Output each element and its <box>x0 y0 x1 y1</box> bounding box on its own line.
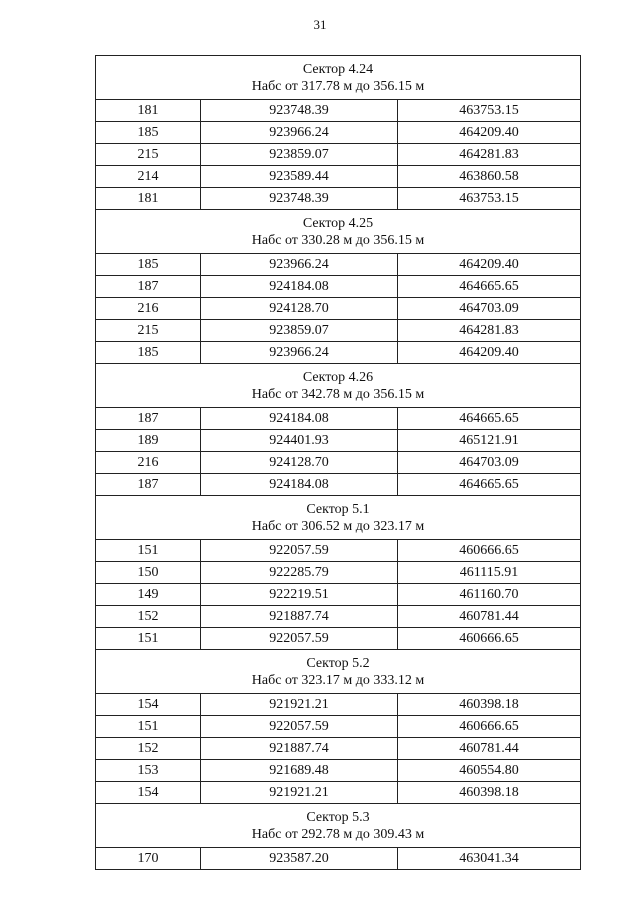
x-coordinate-cell: 923748.39 <box>201 100 398 122</box>
point-number-cell: 149 <box>96 584 201 606</box>
table-row <box>96 342 581 364</box>
table-row <box>96 298 581 320</box>
sector-title: Сектор 5.3 <box>306 810 370 825</box>
x-coordinate-cell: 921887.74 <box>201 606 398 628</box>
table-row <box>96 606 581 628</box>
x-coordinate-cell: 924184.08 <box>201 474 398 496</box>
point-number-cell: 151 <box>96 628 201 650</box>
sector-header <box>96 496 581 540</box>
point-number-cell: 216 <box>96 452 201 474</box>
sector-height-range: Набс от 317.78 м до 356.15 м <box>251 79 425 94</box>
y-coordinate-cell: 464665.65 <box>398 276 581 298</box>
point-number-cell: 151 <box>96 540 201 562</box>
x-coordinate-cell: 923859.07 <box>201 144 398 166</box>
point-number-cell: 150 <box>96 562 201 584</box>
point-number-cell: 185 <box>96 254 201 276</box>
sector-header <box>96 804 581 848</box>
sector-title: Сектор 4.26 <box>302 370 374 385</box>
x-coordinate-cell: 924128.70 <box>201 298 398 320</box>
x-coordinate-cell: 921887.74 <box>201 738 398 760</box>
point-number-cell: 152 <box>96 606 201 628</box>
sector-header <box>96 364 581 408</box>
sector-height-range: Набс от 342.78 м до 356.15 м <box>251 387 425 402</box>
point-number-cell: 181 <box>96 100 201 122</box>
y-coordinate-cell: 460398.18 <box>398 782 581 804</box>
y-coordinate-cell: 460554.80 <box>398 760 581 782</box>
y-coordinate-cell: 464281.83 <box>398 320 581 342</box>
y-coordinate-cell: 465121.91 <box>398 430 581 452</box>
point-number-cell: 185 <box>96 122 201 144</box>
table-row <box>96 738 581 760</box>
table-row <box>96 848 581 870</box>
table-row <box>96 188 581 210</box>
y-coordinate-cell: 460781.44 <box>398 606 581 628</box>
sector-header-row <box>96 210 581 254</box>
x-coordinate-cell: 921921.21 <box>201 782 398 804</box>
x-coordinate-cell: 923589.44 <box>201 166 398 188</box>
sector-title: Сектор 5.1 <box>306 502 370 517</box>
y-coordinate-cell: 461115.91 <box>398 562 581 584</box>
point-number-cell: 215 <box>96 320 201 342</box>
y-coordinate-cell: 464209.40 <box>398 122 581 144</box>
table-row <box>96 782 581 804</box>
table-row <box>96 694 581 716</box>
table-row <box>96 562 581 584</box>
sector-header <box>96 650 581 694</box>
sector-height-range: Набс от 330.28 м до 356.15 м <box>251 233 425 248</box>
x-coordinate-cell: 923966.24 <box>201 122 398 144</box>
y-coordinate-cell: 461160.70 <box>398 584 581 606</box>
table-row <box>96 276 581 298</box>
table-row <box>96 430 581 452</box>
y-coordinate-cell: 464703.09 <box>398 452 581 474</box>
table-row <box>96 254 581 276</box>
point-number-cell: 170 <box>96 848 201 870</box>
sector-header-row <box>96 56 581 100</box>
point-number-cell: 152 <box>96 738 201 760</box>
point-number-cell: 151 <box>96 716 201 738</box>
coordinates-table <box>95 55 581 870</box>
sector-header-row <box>96 496 581 540</box>
y-coordinate-cell: 460666.65 <box>398 540 581 562</box>
x-coordinate-cell: 922285.79 <box>201 562 398 584</box>
point-number-cell: 181 <box>96 188 201 210</box>
x-coordinate-cell: 924184.08 <box>201 408 398 430</box>
point-number-cell: 187 <box>96 408 201 430</box>
table-row <box>96 122 581 144</box>
x-coordinate-cell: 923966.24 <box>201 342 398 364</box>
table-row <box>96 628 581 650</box>
y-coordinate-cell: 464281.83 <box>398 144 581 166</box>
y-coordinate-cell: 463753.15 <box>398 188 581 210</box>
x-coordinate-cell: 924184.08 <box>201 276 398 298</box>
x-coordinate-cell: 922219.51 <box>201 584 398 606</box>
table-row <box>96 474 581 496</box>
table-row <box>96 320 581 342</box>
point-number-cell: 187 <box>96 276 201 298</box>
table-row <box>96 584 581 606</box>
table-row <box>96 716 581 738</box>
x-coordinate-cell: 923587.20 <box>201 848 398 870</box>
sector-title: Сектор 4.25 <box>302 216 374 231</box>
coordinates-table-body <box>96 56 581 870</box>
sector-title: Сектор 5.2 <box>306 656 370 671</box>
table-row <box>96 452 581 474</box>
y-coordinate-cell: 463041.34 <box>398 848 581 870</box>
table-row <box>96 100 581 122</box>
table-row <box>96 166 581 188</box>
table-row <box>96 408 581 430</box>
x-coordinate-cell: 923859.07 <box>201 320 398 342</box>
point-number-cell: 214 <box>96 166 201 188</box>
sector-height-range: Набс от 306.52 м до 323.17 м <box>251 519 425 534</box>
table-row <box>96 760 581 782</box>
x-coordinate-cell: 924128.70 <box>201 452 398 474</box>
sector-height-range: Набс от 292.78 м до 309.43 м <box>251 827 425 842</box>
point-number-cell: 216 <box>96 298 201 320</box>
y-coordinate-cell: 460781.44 <box>398 738 581 760</box>
point-number-cell: 189 <box>96 430 201 452</box>
y-coordinate-cell: 463753.15 <box>398 100 581 122</box>
sector-header <box>96 56 581 100</box>
x-coordinate-cell: 922057.59 <box>201 540 398 562</box>
y-coordinate-cell: 460398.18 <box>398 694 581 716</box>
sector-header-row <box>96 650 581 694</box>
y-coordinate-cell: 464209.40 <box>398 254 581 276</box>
point-number-cell: 153 <box>96 760 201 782</box>
x-coordinate-cell: 923748.39 <box>201 188 398 210</box>
y-coordinate-cell: 464665.65 <box>398 474 581 496</box>
table-row <box>96 144 581 166</box>
sector-title: Сектор 4.24 <box>302 62 374 77</box>
page-number: 31 <box>313 17 327 32</box>
x-coordinate-cell: 924401.93 <box>201 430 398 452</box>
x-coordinate-cell: 923966.24 <box>201 254 398 276</box>
point-number-cell: 185 <box>96 342 201 364</box>
sector-header-row <box>96 364 581 408</box>
y-coordinate-cell: 464665.65 <box>398 408 581 430</box>
y-coordinate-cell: 460666.65 <box>398 628 581 650</box>
sector-header <box>96 210 581 254</box>
x-coordinate-cell: 922057.59 <box>201 628 398 650</box>
x-coordinate-cell: 921921.21 <box>201 694 398 716</box>
y-coordinate-cell: 460666.65 <box>398 716 581 738</box>
sector-height-range: Набс от 323.17 м до 333.12 м <box>251 673 425 688</box>
y-coordinate-cell: 464209.40 <box>398 342 581 364</box>
sector-header-row <box>96 804 581 848</box>
x-coordinate-cell: 921689.48 <box>201 760 398 782</box>
point-number-cell: 187 <box>96 474 201 496</box>
y-coordinate-cell: 464703.09 <box>398 298 581 320</box>
x-coordinate-cell: 922057.59 <box>201 716 398 738</box>
point-number-cell: 154 <box>96 694 201 716</box>
point-number-cell: 215 <box>96 144 201 166</box>
table-row <box>96 540 581 562</box>
y-coordinate-cell: 463860.58 <box>398 166 581 188</box>
point-number-cell: 154 <box>96 782 201 804</box>
